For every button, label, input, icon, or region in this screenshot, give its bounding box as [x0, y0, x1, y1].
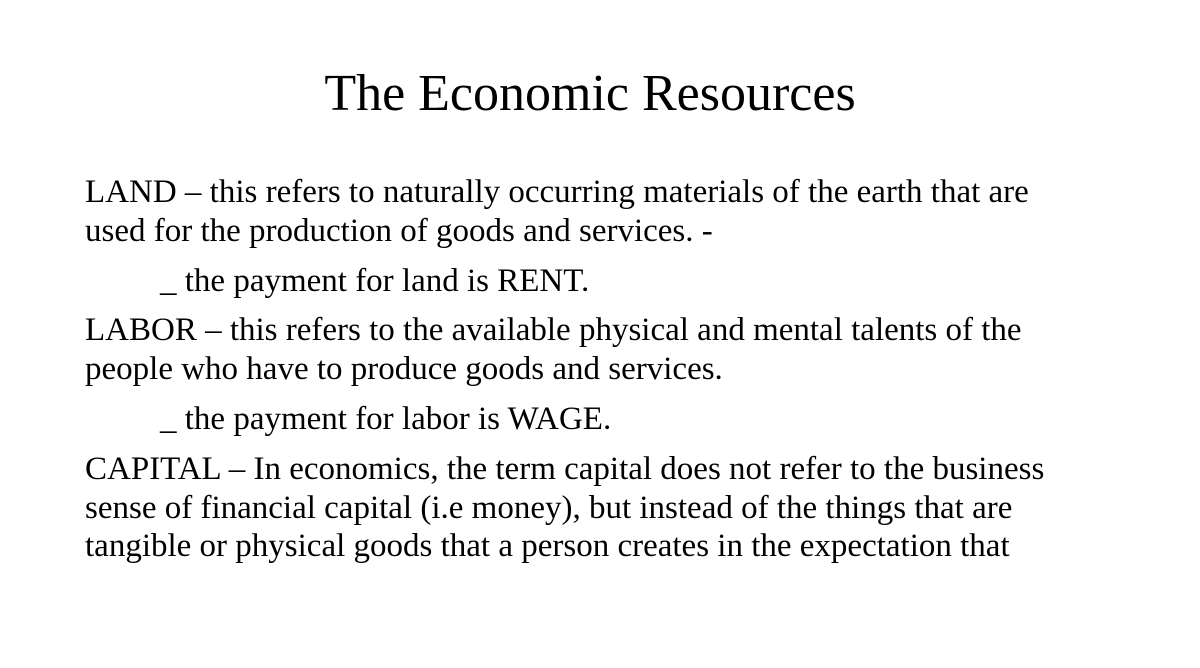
labor-payment-note: _ the payment for labor is WAGE. [160, 401, 612, 437]
land-definition-line-1: LAND – this refers to naturally occurring materials of the earth that are [85, 174, 1029, 210]
labor-definition-line-2: people who have to produce goods and services. [85, 351, 723, 387]
slide-title: The Economic Resources [324, 65, 856, 122]
capital-definition-line-1: CAPITAL – In economics, the term capital does not refer to the business [85, 451, 1045, 487]
land-definition-line-2: used for the production of goods and services. - [85, 213, 713, 249]
land-payment-note: _ the payment for land is RENT. [160, 263, 590, 299]
labor-definition-line-1: LABOR – this refers to the available physical and mental talents of the [85, 312, 1022, 348]
capital-definition-line-2: sense of financial capital (i.e money), but instead of the things that are [85, 490, 1013, 526]
capital-definition-line-3: tangible or physical goods that a person creates in the expectation that [85, 528, 1010, 564]
